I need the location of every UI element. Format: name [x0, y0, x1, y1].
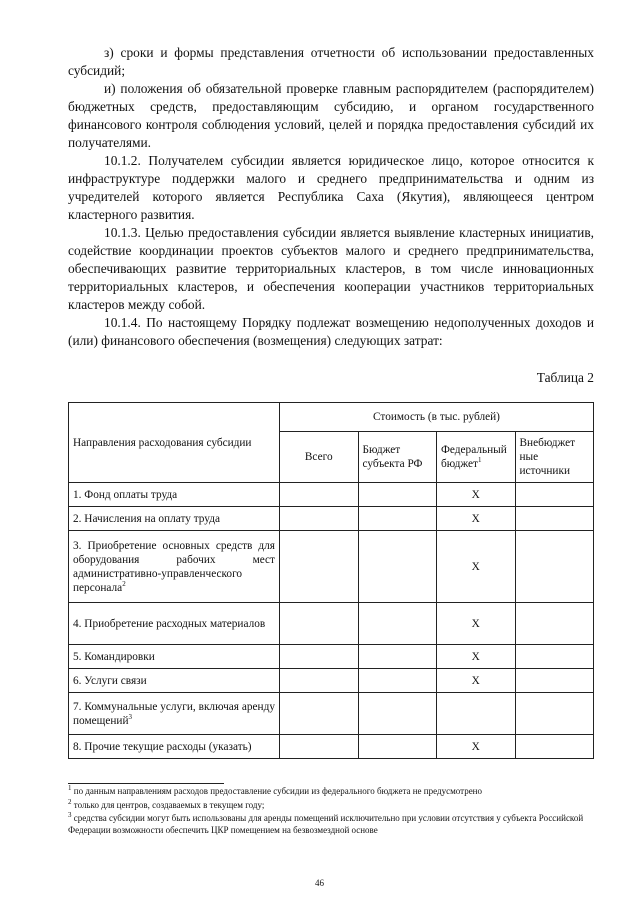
header-direction: Направления расходования субсидии	[69, 403, 280, 483]
cell-direction	[69, 669, 280, 693]
cell-extrabudget	[515, 693, 594, 735]
cell-regional	[358, 483, 437, 507]
cell-federal: Х	[437, 507, 516, 531]
header-federal-label: Федеральный бюджет	[441, 444, 507, 470]
expense-table	[68, 402, 594, 759]
cell-federal: Х	[437, 603, 516, 645]
table-row	[69, 531, 594, 603]
footnote-mark: 1	[68, 784, 72, 792]
cell-direction-text: 2. Начисления на оплату труда	[73, 512, 220, 525]
body-text	[68, 44, 594, 350]
cell-federal	[437, 693, 516, 735]
cell-direction-text: 4. Приобретение расходных материалов	[73, 617, 266, 630]
cell-direction	[69, 735, 280, 759]
cell-extrabudget	[515, 531, 594, 603]
paragraph: 10.1.3. Целью предоставления субсидии является выявление кластерных инициатив, содействие координации проектов субъектов малого и среднего предпринимательства, обеспечивающих развитие территориальных кластеров, в том числе инновационных территориальных кластеров, и обеспечения кооперации участников территориальных кластеров между собой.	[68, 225, 594, 312]
cell-direction	[69, 645, 280, 669]
cell-total	[280, 735, 359, 759]
table-row	[69, 507, 594, 531]
paragraph: и) положения об обязательной проверке главным распорядителем (распорядителем) бюджетных средств, предоставляющим субсидию, и органом государственного финансового контроля соблюдения условий, целей и порядка предоставления субсидий их получателями.	[68, 81, 594, 150]
cell-extrabudget	[515, 669, 594, 693]
footnote	[68, 797, 594, 812]
footnote	[68, 813, 594, 836]
cell-extrabudget	[515, 645, 594, 669]
cell-federal: Х	[437, 669, 516, 693]
cell-total	[280, 669, 359, 693]
header-cost-group: Стоимость (в тыс. рублей)	[280, 403, 594, 432]
document-page	[68, 44, 594, 836]
table-caption: Таблица 2	[536, 370, 594, 385]
cell-direction	[69, 603, 280, 645]
table-row	[69, 669, 594, 693]
cell-total	[280, 531, 359, 603]
cell-federal: Х	[437, 531, 516, 603]
cell-extrabudget	[515, 483, 594, 507]
cell-total	[280, 645, 359, 669]
footnote	[68, 786, 594, 798]
cell-direction-text: 6. Услуги связи	[73, 674, 147, 687]
footnote-text: только для центров, создаваемых в текущем году;	[73, 799, 265, 810]
footnote-ref: 2	[122, 579, 126, 588]
header-federal	[437, 432, 516, 483]
cell-total	[280, 603, 359, 645]
cell-direction-text: 3. Приобретение основных средств для оборудования рабочих мест административно-управленческого персонала	[73, 539, 275, 594]
paragraph: 10.1.2. Получателем субсидии является юридическое лицо, которое относится к инфраструктуре поддержки малого и среднего предпринимательства и одним из учредителей которого является Республика Саха (Якутия), являющееся центром кластерного развития.	[68, 153, 594, 222]
footnote-mark: 3	[68, 811, 72, 819]
cell-direction	[69, 693, 280, 735]
cell-regional	[358, 693, 437, 735]
table-header-row	[69, 403, 594, 432]
footnote-ref: 3	[128, 712, 132, 721]
cell-regional	[358, 645, 437, 669]
cell-federal: Х	[437, 735, 516, 759]
cell-direction-text: 5. Командировки	[73, 650, 155, 663]
cell-direction-text: 7. Коммунальные услуги, включая аренду помещений	[73, 700, 275, 727]
cell-direction-text: 1. Фонд оплаты труда	[73, 488, 178, 501]
footnotes	[68, 786, 594, 836]
cell-total	[280, 483, 359, 507]
cell-regional	[358, 669, 437, 693]
cell-total	[280, 693, 359, 735]
table-row	[69, 735, 594, 759]
cell-regional	[358, 531, 437, 603]
cell-direction-text: 8. Прочие текущие расходы (указать)	[73, 740, 252, 753]
header-regional: Бюджет субъекта РФ	[358, 432, 437, 483]
footnote-text: средства субсидии могут быть использованы для аренды помещений исключительно при условии отсутствия у субъекта Российской Федерации возможности обеспечить ЦКР помещением на безвозмездной основе	[68, 813, 584, 835]
paragraph: з) сроки и формы представления отчетности об использовании предоставленных субсидий;	[68, 45, 594, 78]
cell-extrabudget	[515, 507, 594, 531]
footnote-ref: 1	[477, 456, 482, 465]
cell-extrabudget	[515, 603, 594, 645]
cell-regional	[358, 507, 437, 531]
cell-extrabudget	[515, 735, 594, 759]
page-number: 46	[315, 878, 324, 888]
cell-federal: Х	[437, 645, 516, 669]
footnote-text: по данным направлениям расходов предоставление субсидии из федерального бюджета не предусмотрено	[73, 786, 483, 796]
cell-direction	[69, 531, 280, 603]
table-row	[69, 693, 594, 735]
table-row	[69, 483, 594, 507]
header-total: Всего	[280, 432, 359, 483]
footnote-separator	[68, 783, 224, 784]
cell-regional	[358, 735, 437, 759]
cell-regional	[358, 603, 437, 645]
table-row	[69, 603, 594, 645]
cell-total	[280, 507, 359, 531]
table-row	[69, 645, 594, 669]
cell-direction	[69, 483, 280, 507]
footnote-mark: 2	[68, 797, 72, 806]
paragraph: 10.1.4. По настоящему Порядку подлежат возмещению недополученных доходов и (или) финансового обеспечения (возмещения) следующих затрат:	[68, 315, 594, 348]
header-extrabudget: Внебюджет ные источники	[515, 432, 594, 483]
cell-direction	[69, 507, 280, 531]
cell-federal: Х	[437, 483, 516, 507]
